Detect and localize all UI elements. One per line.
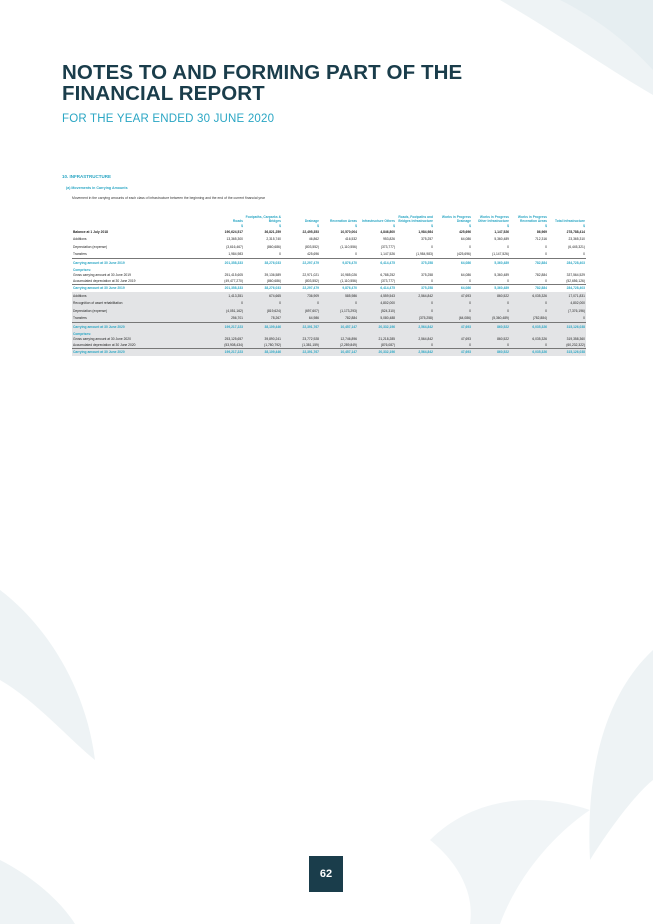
- cell-value: (52,656,126): [566, 278, 585, 283]
- cell-value: (803,552): [304, 278, 319, 283]
- cell-value: 12,746,896: [320, 337, 358, 343]
- cell-value: 2,315,740: [266, 237, 281, 242]
- cell-value: 5,360,489: [494, 237, 509, 242]
- row-label: Gross carrying amount at 30 June 2020: [72, 337, 206, 343]
- cell-value: 674,665: [244, 292, 282, 300]
- cell-value: (876,087): [358, 342, 396, 348]
- unit-label: $: [279, 223, 281, 228]
- cell-value: 0: [583, 252, 585, 257]
- cell-value: 9,876,470: [320, 284, 358, 292]
- cell-value: 4,802,000: [548, 300, 586, 308]
- row-label: Gross carrying amount at 30 June 2019: [73, 273, 131, 278]
- unit-label: $: [431, 223, 433, 228]
- cell-value: 0: [434, 342, 472, 348]
- cell-value: 1,984,983: [228, 252, 243, 257]
- cell-value: 712,316: [535, 237, 547, 242]
- cell-value: 0: [206, 300, 244, 308]
- cell-value: 278,788,414: [566, 229, 585, 234]
- cell-value: (524,310): [358, 307, 396, 315]
- unit-label: $: [393, 223, 395, 228]
- cell-value: 2,564,842: [396, 348, 434, 356]
- cell-value: 0: [510, 300, 548, 308]
- cell-value: 0: [469, 244, 471, 249]
- section-description: Movement in the carrying amounts of each class of infrastructure between the beginning and the end of the current financial year: [72, 196, 266, 200]
- cell-value: 199,217,223: [206, 323, 244, 331]
- cell-value: 38,109,446: [244, 348, 282, 356]
- row-label: Recognition of asset rehabilitation: [72, 300, 206, 308]
- cell-value: 47,693: [434, 348, 472, 356]
- cell-value: 0: [434, 307, 472, 315]
- cell-value: 782,884: [510, 259, 548, 267]
- cell-value: 319,358,360: [548, 337, 586, 343]
- cell-value: 20,332,196: [358, 348, 396, 356]
- cell-value: 0: [507, 278, 509, 283]
- cell-value: 253,125,657: [206, 337, 244, 343]
- cell-value: 375,258: [396, 259, 434, 267]
- cell-value: 38,276,033: [244, 259, 282, 267]
- cell-value: 0: [472, 300, 510, 308]
- cell-value: 190,624,517: [224, 229, 243, 234]
- cell-value: 4,802,000: [358, 300, 396, 308]
- cell-value: 10,570,004: [340, 229, 357, 234]
- cell-value: 64,086: [434, 259, 472, 267]
- page-number-tab: [309, 856, 343, 892]
- cell-value: 256,701: [206, 315, 244, 323]
- cell-value: 78,267: [244, 315, 282, 323]
- cell-value: 375,258: [396, 284, 434, 292]
- cell-value: 10,457,147: [320, 323, 358, 331]
- header-blank: [72, 204, 206, 223]
- cell-value: 6,035,326: [510, 337, 548, 343]
- cell-value: 23,365,310: [568, 237, 585, 242]
- cell-value: (373,777): [380, 278, 395, 283]
- cell-value: (64,086): [434, 315, 472, 323]
- cell-value: (375,258): [396, 315, 434, 323]
- cell-value: 1,413,351: [206, 292, 244, 300]
- cell-value: 375,257: [421, 237, 433, 242]
- cell-value: 5,360,489: [494, 273, 509, 278]
- cell-value: (1,984,983): [416, 252, 433, 257]
- cell-value: 0: [396, 307, 434, 315]
- cell-value: 38,109,446: [244, 323, 282, 331]
- cell-value: 2,564,842: [396, 292, 434, 300]
- table-row: [72, 259, 586, 267]
- cell-value: 0: [548, 315, 586, 323]
- cell-value: (697,607): [282, 307, 320, 315]
- table-row: [72, 251, 586, 259]
- cell-value: 0: [434, 300, 472, 308]
- subsection-heading: (a) Movements in Carrying Amounts: [66, 186, 128, 190]
- cell-value: 5,360,489: [472, 259, 510, 267]
- table-row: [72, 292, 586, 300]
- row-label: Depreciation (expense): [72, 307, 206, 315]
- cell-value: (373,777): [380, 244, 395, 249]
- cell-value: 17,071,831: [548, 292, 586, 300]
- table-row: [72, 315, 586, 323]
- row-label: Additions: [73, 237, 87, 242]
- table-row: [72, 228, 586, 236]
- unit-label: $: [241, 223, 243, 228]
- cell-value: 0: [472, 307, 510, 315]
- cell-value: (2,289,849): [320, 342, 358, 348]
- cell-value: 1,147,526: [380, 252, 395, 257]
- cell-value: 22,297,479: [282, 284, 320, 292]
- cell-value: 2,564,842: [396, 337, 434, 343]
- cell-value: 425,696: [459, 229, 471, 234]
- cell-value: (1,381,159): [282, 342, 320, 348]
- cell-value: 6,414,475: [358, 259, 396, 267]
- cell-value: 21,218,285: [358, 337, 396, 343]
- cell-value: 39,890,241: [244, 337, 282, 343]
- cell-value: (1,110,556): [340, 244, 357, 249]
- column-header: Roads: [232, 219, 243, 223]
- cell-value: 22,391,767: [282, 323, 320, 331]
- cell-value: 0: [282, 300, 320, 308]
- cell-value: (803,552): [304, 244, 319, 249]
- cell-value: (1,780,792): [244, 342, 282, 348]
- column-header: Drainage: [304, 219, 319, 223]
- table-row: [72, 307, 586, 315]
- cell-value: 0: [396, 342, 434, 348]
- cell-value: (1,173,293): [320, 307, 358, 315]
- cell-value: 6,035,326: [510, 348, 548, 356]
- cell-value: 860,522: [472, 348, 510, 356]
- cell-value: 22,971,021: [302, 273, 319, 278]
- row-label: Comprises:: [73, 267, 92, 272]
- cell-value: 416,532: [345, 237, 357, 242]
- cell-value: 10,457,147: [320, 348, 358, 356]
- cell-value: 0: [545, 244, 547, 249]
- cell-value: (49,477,270): [224, 278, 243, 283]
- cell-value: 5,080,488: [358, 315, 396, 323]
- cell-value: 199,217,223: [206, 348, 244, 356]
- page-title-line-2: FINANCIAL REPORT: [62, 82, 265, 105]
- column-header: Roads, Footpaths and Bridges Infrastructure: [398, 215, 433, 223]
- cell-value: 2,564,842: [396, 323, 434, 331]
- cell-value: 0: [431, 278, 433, 283]
- cell-value: 0: [545, 252, 547, 257]
- cell-value: 0: [545, 278, 547, 283]
- cell-value: 23,772,928: [282, 337, 320, 343]
- cell-value: 1,984,984: [418, 229, 433, 234]
- column-header: Works in Progress Other Infrastructure: [477, 215, 509, 223]
- cell-value: 0: [510, 307, 548, 315]
- table-row: [72, 236, 586, 244]
- cell-value: 6,414,475: [358, 284, 396, 292]
- unit-label: $: [469, 223, 471, 228]
- cell-value: 46,862: [308, 237, 319, 242]
- unit-label: $: [545, 223, 547, 228]
- cell-value: 860,522: [472, 337, 510, 343]
- unit-label: $: [355, 223, 357, 228]
- cell-value: 284,728,403: [548, 259, 586, 267]
- column-header: Works in Progress Recreation Areas: [517, 215, 547, 223]
- cell-value: 64,086: [434, 284, 472, 292]
- row-label: Carrying amount at 30 June 2020: [72, 348, 206, 356]
- cell-value: 782,884: [320, 315, 358, 323]
- cell-value: (5,360,489): [472, 315, 510, 323]
- cell-value: (860,686): [266, 278, 281, 283]
- cell-value: (782,884): [510, 315, 548, 323]
- row-label: Comprises:: [72, 331, 206, 337]
- table-row: [72, 284, 586, 292]
- cell-value: 5,360,489: [472, 284, 510, 292]
- cell-value: 0: [472, 342, 510, 348]
- infrastructure-table: [72, 204, 586, 356]
- cell-value: 375,258: [421, 273, 433, 278]
- cell-value: (1,147,526): [492, 252, 509, 257]
- cell-value: 0: [507, 244, 509, 249]
- cell-value: 0: [244, 300, 282, 308]
- cell-value: 47,693: [434, 323, 472, 331]
- cell-value: 64,086: [460, 237, 471, 242]
- cell-value: 64,986: [282, 315, 320, 323]
- cell-value: 86,969: [536, 229, 547, 234]
- cell-value: 4,846,800: [380, 229, 395, 234]
- table-row: [72, 323, 586, 331]
- cell-value: (7,376,196): [548, 307, 586, 315]
- section-heading: 10. INFRASTRUCTURE: [62, 174, 112, 179]
- cell-value: 782,884: [535, 273, 547, 278]
- row-label: Transfers: [72, 315, 206, 323]
- cell-value: 251,415,605: [224, 273, 243, 278]
- cell-value: 22,495,353: [302, 229, 319, 234]
- cell-value: 10,985,026: [340, 273, 357, 278]
- row-label: Carrying amount at 30 June 2019: [72, 284, 206, 292]
- table-row: [72, 243, 586, 251]
- cell-value: (53,908,434): [206, 342, 244, 348]
- unit-label: $: [583, 223, 585, 228]
- cell-value: 736,909: [282, 292, 320, 300]
- cell-value: 315,126,038: [548, 348, 586, 356]
- table-row: [72, 348, 586, 356]
- cell-value: (4,051,162): [206, 307, 244, 315]
- cell-value: 6,035,326: [510, 292, 548, 300]
- row-label: Carrying amount at 30 June 2019: [72, 259, 206, 267]
- column-header: Total Infrastructure: [555, 219, 585, 223]
- unit-label: $: [317, 223, 319, 228]
- cell-value: 0: [396, 300, 434, 308]
- cell-value: 0: [320, 300, 358, 308]
- cell-value: 1,147,526: [494, 229, 509, 234]
- cell-value: 38,276,033: [244, 284, 282, 292]
- cell-value: 39,136,589: [264, 273, 281, 278]
- cell-value: 64,086: [460, 273, 471, 278]
- cell-value: 47,693: [434, 337, 472, 343]
- page-number: 62: [319, 868, 333, 880]
- cell-value: 782,884: [510, 284, 548, 292]
- cell-value: 201,358,333: [206, 259, 244, 267]
- cell-value: (3,616,467): [226, 244, 243, 249]
- cell-value: 0: [355, 252, 357, 257]
- cell-value: 0: [431, 244, 433, 249]
- page-title-line-1: NOTES TO AND FORMING PART OF THE: [62, 61, 463, 84]
- page-title: [62, 62, 462, 104]
- cell-value: 36,821,259: [264, 229, 281, 234]
- unit-label: $: [507, 223, 509, 228]
- cell-value: 315,126,038: [548, 323, 586, 331]
- cell-value: 425,696: [307, 252, 319, 257]
- page-subtitle: FOR THE YEAR ENDED 30 JUNE 2020: [62, 113, 275, 125]
- cell-value: (819,624): [244, 307, 282, 315]
- cell-value: 22,297,479: [282, 259, 320, 267]
- column-header: Works in Progress Drainage: [441, 215, 471, 223]
- row-label: Accumulated depreciation at 30 June 2019: [73, 278, 136, 283]
- cell-value: 337,564,529: [566, 273, 585, 278]
- cell-value: 13,365,300: [226, 237, 243, 242]
- cell-value: 0: [469, 278, 471, 283]
- table-row: [72, 300, 586, 308]
- cell-value: 860,522: [472, 323, 510, 331]
- column-header: Recreation Areas: [330, 219, 357, 223]
- cell-value: 6,788,252: [380, 273, 395, 278]
- cell-value: 201,358,333: [206, 284, 244, 292]
- cell-value: 0: [510, 342, 548, 348]
- table-header-row: [72, 204, 586, 223]
- cell-value: (860,686): [266, 244, 281, 249]
- cell-value: 585,986: [320, 292, 358, 300]
- cell-value: 22,391,767: [282, 348, 320, 356]
- cell-value: 20,332,196: [358, 323, 396, 331]
- row-label: Carrying amount at 30 June 2020: [72, 323, 206, 331]
- row-label: Accumulated depreciation at 30 June 2020: [72, 342, 206, 348]
- cell-value: (425,696): [456, 252, 471, 257]
- row-label: Balance at 1 July 2018: [73, 229, 109, 234]
- cell-value: 9,876,470: [320, 259, 358, 267]
- row-label: Depreciation (expense): [73, 244, 108, 249]
- cell-value: 860,522: [472, 292, 510, 300]
- cell-value: (60,232,322): [548, 342, 586, 348]
- cell-value: 47,693: [434, 292, 472, 300]
- cell-value: 953,826: [383, 237, 395, 242]
- cell-value: 6,035,326: [510, 323, 548, 331]
- cell-value: (1,110,556): [340, 278, 357, 283]
- row-label: Additions: [72, 292, 206, 300]
- table-body: [72, 228, 586, 356]
- cell-value: 4,559,543: [358, 292, 396, 300]
- cell-value: 284,728,403: [548, 284, 586, 292]
- column-header: Infrastructure Others: [362, 219, 395, 223]
- cell-value: 0: [279, 252, 281, 257]
- column-header: Footpaths, Carparks & Bridges: [245, 215, 281, 223]
- row-label: Transfers: [73, 252, 87, 257]
- cell-value: (6,445,321): [568, 244, 585, 249]
